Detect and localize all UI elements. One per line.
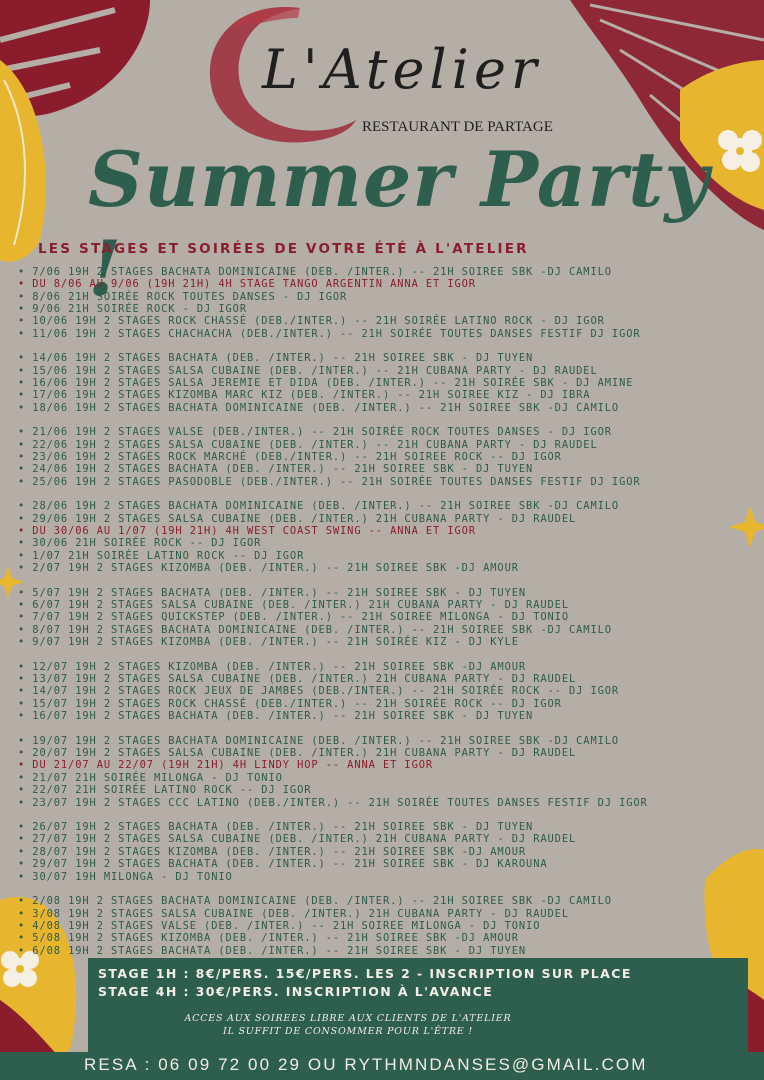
page-title: Summer Party ! xyxy=(88,135,710,313)
access-line-2: IL SUFFIT DE CONSOMMER POUR L'ÊTRE ! xyxy=(223,1026,473,1037)
schedule-item: • 23/07 19H 2 STAGES CCC LATINO (DEB./INTER.) -- 21H SOIRÉE TOUTES DANSES FESTIF DJ IGOR xyxy=(18,796,648,809)
schedule-item: • 19/07 19H 2 STAGES BACHATA DOMINICAINE (DEB. /INTER.) -- 21H SOIREE SBK -DJ CAMILO xyxy=(18,734,620,747)
schedule-item: • 28/06 19H 2 STAGES BACHATA DOMINICAINE (DEB. /INTER.) -- 21H SOIREE SBK -DJ CAMILO xyxy=(18,500,620,513)
schedule-highlight-item: • DU 30/06 AU 1/07 (19H 21H) 4H WEST COAST SWING -- ANNA ET IGOR xyxy=(18,525,476,538)
schedule-item: • 29/07 19H 2 STAGES BACHATA (DEB. /INTER.) -- 21H SOIREE SBK - DJ KAROUNA xyxy=(18,858,548,871)
schedule-item: • 7/06 19H 2 STAGES BACHATA DOMINICAINE (DEB. /INTER.) -- 21H SOIREE SBK -DJ CAMILO xyxy=(18,266,612,278)
schedule-item: • 5/07 19H 2 STAGES BACHATA (DEB. /INTER.) -- 21H SOIREE SBK - DJ TUYEN xyxy=(18,586,527,599)
schedule-item: • 9/06 21H SOIRÉE ROCK - DJ IGOR xyxy=(18,303,247,316)
schedule-item: • 17/06 19H 2 STAGES KIZOMBA MARC KIZ (DEB. /INTER.) -- 21H SOIREE KIZ - DJ IBRA xyxy=(18,389,591,402)
schedule-highlight-item: • DU 21/07 AU 22/07 (19H 21H) 4H LINDY HOP -- ANNA ET IGOR xyxy=(18,759,434,772)
schedule-item: • 12/07 19H 2 STAGES KIZOMBA (DEB. /INTER.) -- 21H SOIREE SBK -DJ AMOUR xyxy=(18,660,527,673)
schedule-item: • 27/07 19H 2 STAGES SALSA CUBAINE (DEB. /INTER.) 21H CUBANA PARTY - DJ RAUDEL xyxy=(18,833,577,846)
schedule-item: • 26/07 19H 2 STAGES BACHATA (DEB. /INTER.) -- 21H SOIREE SBK - DJ TUYEN xyxy=(18,821,534,834)
schedule-item: • 7/07 19H 2 STAGES QUICKSTEP (DEB. /INTER.) -- 21H SOIREE MILONGA - DJ TONIO xyxy=(18,611,569,624)
schedule-item: • 21/06 19H 2 STAGES VALSE (DEB./INTER.) -- 21H SOIRÉE ROCK TOUTES DANSES - DJ IGOR xyxy=(18,426,612,439)
schedule-highlight-item: • DU 8/06 AU 9/06 (19H 21H) 4H STAGE TANGO ARGENTIN ANNA ET IGOR xyxy=(18,278,476,291)
schedule-item: • 29/06 19H 2 STAGES SALSA CUBAINE (DEB. /INTER.) 21H CUBANA PARTY - DJ RAUDEL xyxy=(18,512,577,525)
schedule-spacer xyxy=(18,883,758,895)
schedule-item: • 14/06 19H 2 STAGES BACHATA (DEB. /INTER.) -- 21H SOIREE SBK - DJ TUYEN xyxy=(18,352,534,365)
schedule-item: • 15/06 19H 2 STAGES SALSA CUBAINE (DEB. /INTER.) -- 21H CUBANA PARTY - DJ RAUDEL xyxy=(18,364,598,377)
schedule-spacer xyxy=(18,414,758,426)
schedule-item: • 24/06 19H 2 STAGES BACHATA (DEB. /INTER.) -- 21H SOIREE SBK - DJ TUYEN xyxy=(18,463,534,476)
schedule-spacer xyxy=(18,809,758,821)
schedule-item: • 14/07 19H 2 STAGES ROCK JEUX DE JAMBES (DEB./INTER.) -- 21H SOIRÉE ROCK -- DJ IGOR xyxy=(18,685,620,698)
schedule-spacer xyxy=(18,574,758,586)
reservation-bar xyxy=(0,1052,764,1080)
schedule-item: • 11/06 19H 2 STAGES CHACHACHA (DEB./INTER.) -- 21H SOIRÉE TOUTES DANSES FESTIF DJ IGOR xyxy=(18,327,641,340)
schedule-item: • 18/06 19H 2 STAGES BACHATA DOMINICAINE (DEB. /INTER.) -- 21H SOIREE SBK -DJ CAMILO xyxy=(18,401,620,414)
schedule-item: • 22/06 19H 2 STAGES SALSA CUBAINE (DEB. /INTER.) -- 21H CUBANA PARTY - DJ RAUDEL xyxy=(18,438,598,451)
schedule-item: • 6/07 19H 2 STAGES SALSA CUBAINE (DEB. /INTER.) 21H CUBANA PARTY - DJ RAUDEL xyxy=(18,599,569,612)
access-note xyxy=(88,1012,608,1038)
schedule-spacer xyxy=(18,722,758,734)
schedule-item: • 30/07 19H MILONGA - DJ TONIO xyxy=(18,870,233,883)
schedule-item: • 22/07 21H SOIRÉE LATINO ROCK -- DJ IGOR xyxy=(18,784,312,797)
reservation-contact[interactable]: RESA : 06 09 72 00 29 OU RYTHMNDANSES@GMAIL.COM xyxy=(84,1055,648,1074)
schedule-spacer xyxy=(18,488,758,500)
brand-tagline: RESTAURANT DE PARTAGE xyxy=(362,119,553,135)
schedule-item: • 25/06 19H 2 STAGES PASODOBLE (DEB./INTER.) -- 21H SOIRÉE TOUTES DANSES FESTIF DJ IGOR xyxy=(18,475,641,488)
schedule-item: • 16/07 19H 2 STAGES BACHATA (DEB. /INTER.) -- 21H SOIREE SBK - DJ TUYEN xyxy=(18,710,534,723)
price-line-2: STAGE 4H : 30€/PERS. INSCRIPTION À L'AVANCE xyxy=(98,984,494,999)
access-line-1: ACCES AUX SOIREES LIBRE AUX CLIENTS DE L'ATELIER xyxy=(184,1013,512,1024)
schedule-item: • 30/06 21H SOIRÉE ROCK -- DJ IGOR xyxy=(18,537,262,550)
page-subtitle: LES STAGES ET SOIRÉES DE VOTRE ÉTÉ À L'ATELIER xyxy=(38,241,529,257)
schedule-item: • 8/06 21H SOIRÉE ROCK TOUTES DANSES - DJ IGOR xyxy=(18,290,348,303)
schedule-item: • 3/08 19H 2 STAGES SALSA CUBAINE (DEB. /INTER.) 21H CUBANA PARTY - DJ RAUDEL xyxy=(18,907,569,920)
schedule-item: • 5/08 19H 2 STAGES KIZOMBA (DEB. /INTER.) -- 21H SOIREE SBK -DJ AMOUR xyxy=(18,932,519,945)
schedule-item: • 20/07 19H 2 STAGES SALSA CUBAINE (DEB. /INTER.) 21H CUBANA PARTY - DJ RAUDEL xyxy=(18,747,577,760)
schedule-spacer xyxy=(18,340,758,352)
schedule-item: • 1/07 21H SOIRÉE LATINO ROCK -- DJ IGOR xyxy=(18,549,305,562)
schedule-item: • 13/07 19H 2 STAGES SALSA CUBAINE (DEB. /INTER.) 21H CUBANA PARTY - DJ RAUDEL xyxy=(18,673,577,686)
brand-logo-name: L'Atelier xyxy=(262,38,542,101)
schedule-item: • 2/07 19H 2 STAGES KIZOMBA (DEB. /INTER.) -- 21H SOIREE SBK -DJ AMOUR xyxy=(18,562,519,575)
schedule-item: • 23/06 19H 2 STAGES ROCK MARCHÉ (DEB./INTER.) -- 21H SOIREE ROCK -- DJ IGOR xyxy=(18,451,562,464)
schedule-item: • 4/08 19H 2 STAGES VALSE (DEB. /INTER.) -- 21H SOIREE MILONGA - DJ TONIO xyxy=(18,919,541,932)
price-line-1: STAGE 1H : 8€/PERS. 15€/PERS. LES 2 - INSCRIPTION SUR PLACE xyxy=(98,966,632,981)
schedule-item: • 6/08 19H 2 STAGES BACHATA (DEB. /INTER.) -- 21H SOIREE SBK - DJ TUYEN xyxy=(18,944,527,957)
schedule-item: • 28/07 19H 2 STAGES KIZOMBA (DEB. /INTER.) -- 21H SOIREE SBK -DJ AMOUR xyxy=(18,845,527,858)
schedule-item: • 15/07 19H 2 STAGES ROCK CHASSÉ (DEB./INTER.) -- 21H SOIRÉE ROCK -- DJ IGOR xyxy=(18,697,562,710)
schedule-item: • 2/08 19H 2 STAGES BACHATA DOMINICAINE (DEB. /INTER.) -- 21H SOIREE SBK -DJ CAMILO xyxy=(18,895,612,908)
schedule-item: • 9/07 19H 2 STAGES KIZOMBA (DEB. /INTER.) -- 21H SOIRÉE KIZ - DJ KYLE xyxy=(18,636,519,649)
schedule-list xyxy=(18,266,758,957)
schedule-item: • 16/06 19H 2 STAGES SALSA JEREMIE ET DIDA (DEB. /INTER.) -- 21H SOIRÉE SBK - DJ AMINE xyxy=(18,377,634,390)
schedule-spacer xyxy=(18,648,758,660)
schedule-item: • 21/07 21H SOIRÉE MILONGA - DJ TONIO xyxy=(18,771,283,784)
schedule-item: • 8/07 19H 2 STAGES BACHATA DOMINICAINE (DEB. /INTER.) -- 21H SOIREE SBK -DJ CAMILO xyxy=(18,623,612,636)
schedule-item: • 10/06 19H 2 STAGES ROCK CHASSÉ (DEB./INTER.) -- 21H SOIRÉE LATINO ROCK - DJ IGOR xyxy=(18,315,605,328)
